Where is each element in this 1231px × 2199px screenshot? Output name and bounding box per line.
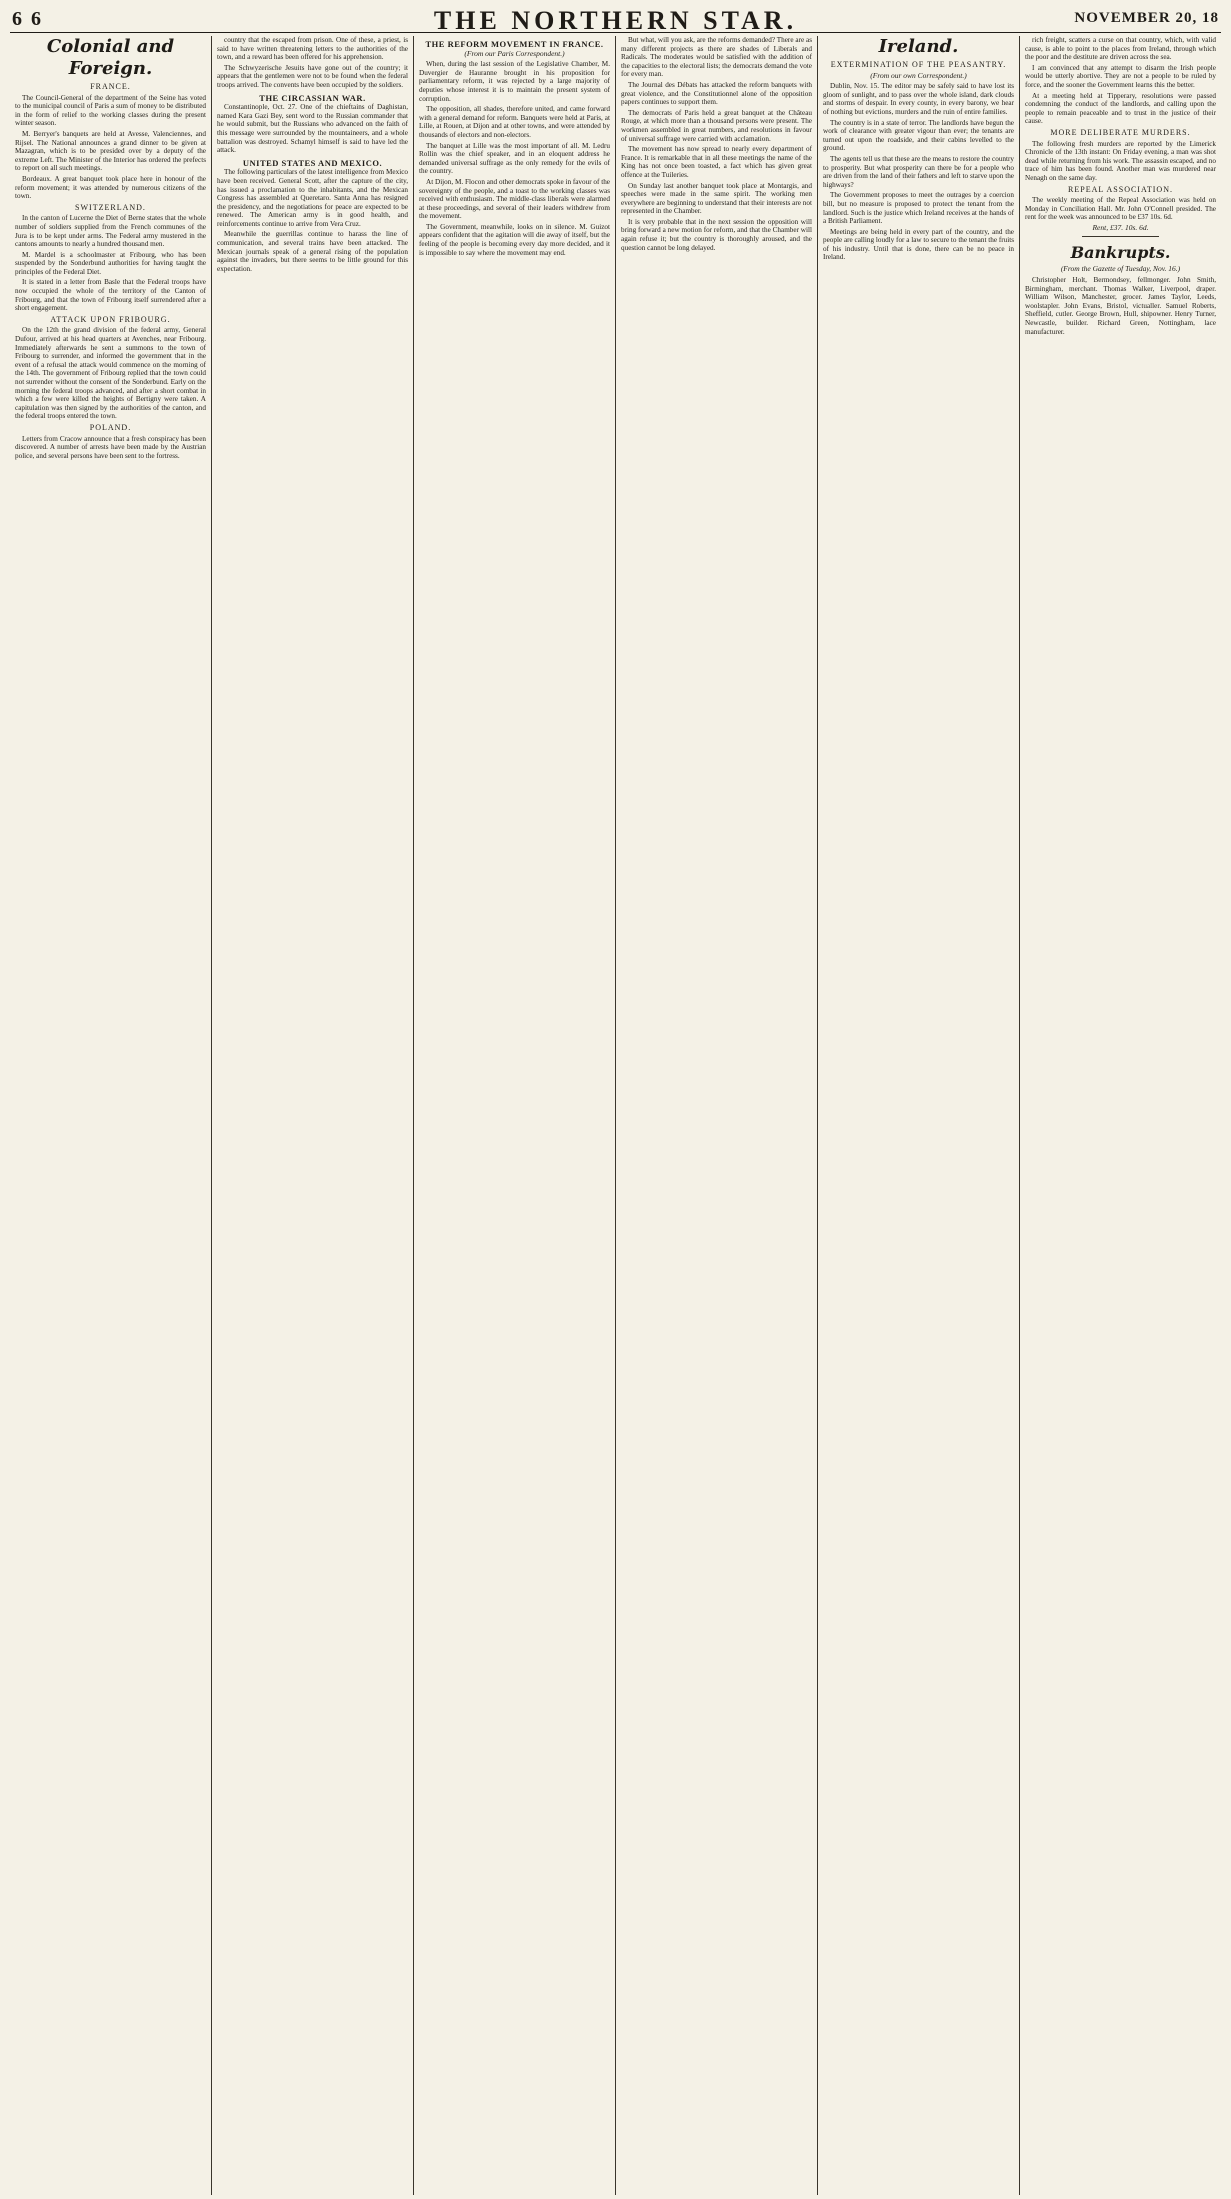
issue-date: NOVEMBER 20, 18: [1074, 10, 1219, 26]
head-france: FRANCE.: [90, 82, 131, 91]
columns: [10, 36, 1221, 2195]
head-poland: POLAND.: [89, 422, 132, 432]
section-title-bankrupts: Bankrupts.: [1070, 243, 1171, 263]
paragraph: The opposition, all shades, therefore united, and came forward with a general demand for reform. Banquets were held at Paris, at Lille, at Rouen, at Dijon and at other towns, and were attended by thousands of electors and non-electors.: [419, 105, 610, 139]
paragraph: The country is in a state of terror. The landlords have begun the work of clearance with greater vigour than ever; the tenants are turned out upon the roadside, and their cabins levelled to the ground.: [823, 118, 1014, 153]
section-title-ireland: Ireland.: [878, 36, 959, 57]
newspaper-title: THE NORTHERN STAR.: [433, 6, 798, 35]
article-title-reform-movement: THE REFORM MOVEMENT IN FRANCE.: [425, 39, 604, 49]
paragraph: The movement has now spread to nearly every department of France. It is remarkable that in all these meetings the name of the King has not once been toasted, a fact which has given great offence at the Tuileries.: [621, 145, 812, 179]
byline: (From our Paris Correspondent.): [464, 48, 565, 58]
paragraph: Letters from Cracow announce that a fresh conspiracy has been discovered. A number of arrests have been made by the Austrian police, and several persons have been sent to the fortress.: [15, 434, 206, 460]
paragraph: In the canton of Lucerne the Diet of Berne states that the whole number of soldiers supplied from the French communes of the Jura is to be kept under arms. The Federal army mustered in the cantons amounts to nearly a hundred thousand men.: [15, 214, 206, 249]
paragraph: Meanwhile the guerrillas continue to harass the line of communication, and several trains have been attacked. The Mexican journals speak of a general rising of the population against the invaders, but there seems to be little ground for this expectation.: [217, 230, 408, 273]
paragraph: The agents tell us that these are the means to restore the country to prosperity. But what prosperity can there be for a people who are driven from the land of their fathers and left to starve upon the highways?: [823, 154, 1015, 189]
paragraph: The Government, meanwhile, looks on in silence. M. Guizot appears confident that the agitation will die away of itself, but the feeling of the people is becoming every day more decided, and it is impossible to say where the movement may end.: [419, 222, 610, 257]
head-murders: MORE DELIBERATE MURDERS.: [1050, 127, 1191, 137]
paragraph: The Council-General of the department of the Seine has voted to the municipal council of Paris a sum of money to be distributed in the form of relief to the working classes during the present winter season.: [15, 93, 206, 128]
paragraph: M. Berryer's banquets are held at Avesse, Valenciennes, and Rijsel. The National announces a grand dinner to be given at Mazagran, which is to be presided over by a deputy of the extreme Left. The Minister of the Interior has ordered the prefects to report on all such meetings.: [15, 129, 206, 173]
paragraph: The Schwyzerische Jesuits have gone out of the country; it appears that the gentlemen were not to be found when the federal troops arrived. The convents have been occupied by the soldiers.: [217, 63, 408, 89]
paragraph: Meetings are being held in every part of the country, and the people are calling loudly for a law to secure to the tenant the fruits of his industry. Until that is done, there can be no peace in Ireland.: [823, 227, 1014, 262]
head-repeal-association: REPEAL ASSOCIATION.: [1068, 184, 1173, 194]
rent-line: Rent, £37. 10s. 6d.: [1092, 222, 1149, 232]
column-1: [10, 36, 211, 2195]
paragraph: At a meeting held at Tipperary, resolutions were passed condemning the conduct of the landlords, and calling upon the people to remain peaceable and to trust in the justice of their cause.: [1025, 91, 1216, 126]
column-3: [413, 36, 615, 2195]
divider: [1082, 236, 1158, 237]
head-usa-mexico: UNITED STATES AND MEXICO.: [242, 157, 383, 168]
masthead: [10, 6, 1221, 33]
paragraph: It is stated in a letter from Basle that the Federal troops have now occupied the whole of the territory of the Canton of Fribourg, and that the town of Fribourg itself surrendered after a short engagement.: [15, 278, 206, 313]
paragraph: On the 12th the grand division of the federal army, General Dufour, arrived at his head quarters at Avenches, near Fribourg. Immediately afterwards he sent a summons to the town of Fribourg to surrender, and informed the government that in the event of a refusal the attack would commence on the morning of the 14th. The government of Fribourg replied that the town could not surrender without the consent of the Sonderbund. Early on the morning the federal troops advanced, and after a short combat in which a few were killed the heights of Bertigny were taken. A capitulation was then signed by the authorities of the canton, and the federal troops entered the town.: [15, 326, 206, 421]
paragraph: Dublin, Nov. 15. The editor may be safely said to have lost its gloom of sunlight, and to pass over the whole island, dark clouds and storms of despair. In every county, in every barony, we hear of nothing but evictions, murders and the ruin of entire families.: [823, 82, 1014, 116]
byline: (From our own Correspondent.): [870, 70, 967, 80]
paragraph: The banquet at Lille was the most important of all. M. Ledru Rollin was the chief speaker, and in an eloquent address he demanded universal suffrage as the only remedy for the evils of the country.: [419, 141, 610, 176]
paragraph: At Dijon, M. Flocon and other democrats spoke in favour of the sovereignty of the people, and a toast to the working classes was received with enthusiasm. The middle-class liberals were alarmed at these proceedings, and several of their leaders withdrew from the movement.: [419, 177, 610, 221]
paragraph: rich freight, scatters a curse on that country, which, with valid cause, is able to point to the places from Ireland, through which the poor and the destitute are driven across the sea.: [1025, 36, 1216, 62]
paragraph: The democrats of Paris held a great banquet at the Château Rouge, at which more than a thousand persons were present. The workmen assembled in great numbers, and resolutions in favour of universal suffrage were carried with acclamation.: [621, 108, 812, 143]
subhead-extermination: EXTERMINATION OF THE PEASANTRY.: [830, 60, 1007, 69]
paragraph: The Journal des Débats has attacked the reform banquets with great violence, and the Constitutionnel alone of the opposition papers continues to support them.: [621, 80, 812, 107]
paragraph: On Sunday last another banquet took place at Montargis, and speeches were made in the same spirit. The working men everywhere are beginning to understand that their interests are not represented in the Chamber.: [621, 181, 812, 216]
head-circassian-war: THE CIRCASSIAN WAR.: [259, 92, 366, 103]
paragraph: I am convinced that any attempt to disarm the Irish people would be utterly abortive. They are not a people to be ruled by force, and the sooner the Government learns this the better.: [1025, 63, 1216, 89]
head-switzerland: SWITZERLAND.: [75, 202, 146, 212]
head-attack-fribourg: ATTACK UPON FRIBOURG.: [50, 314, 171, 324]
column-5: [817, 36, 1019, 2195]
paragraph: The following fresh murders are reported by the Limerick Chronicle of the 13th instant: On Friday evening, a man was shot dead while returning from his work. The assassin escaped, and no trace of him has been found. Another man was murdered near Nenagh on the same day.: [1025, 139, 1216, 182]
column-2: [211, 36, 413, 2195]
column-4: [615, 36, 817, 2195]
section-title-colonial-foreign: Colonial and Foreign.: [46, 36, 175, 79]
paragraph: When, during the last session of the Legislative Chamber, M. Duvergier de Hauranne brought in his proposition for parliamentary reform, it was rejected by a large majority of deputies whose interest it is to maintain the present system of corruption.: [419, 60, 610, 103]
column-6: [1019, 36, 1221, 2195]
paragraph: country that the escaped from prison. One of these, a priest, is said to have written threatening letters to the authorities of the town, and a reward has been offered for his apprehension.: [217, 36, 408, 62]
page-number: 6 6: [12, 8, 43, 30]
paragraph: Bordeaux. A great banquet took place here in honour of the reform movement; it was attended by numerous citizens of the town.: [15, 174, 206, 201]
paragraph: The Government proposes to meet the outrages by a coercion bill, but no measure is proposed to protect the tenant from the landlord. Such is the justice which Ireland receives at the hands of a British Parliament.: [823, 191, 1014, 226]
paragraph: The weekly meeting of the Repeal Association was held on Monday in Conciliation Hall. Mr. John O'Connell presided. The rent for the week was announced to be £37 10s. 6d.: [1025, 196, 1216, 222]
byline: (From the Gazette of Tuesday, Nov. 16.): [1060, 264, 1181, 274]
paragraph: It is very probable that in the next session the opposition will bring forward a new motion for reform, and that the Chamber will again refuse it; but the country is thoroughly aroused, and the question cannot be long delayed.: [621, 217, 812, 252]
paragraph: Constantinople, Oct. 27. One of the chieftains of Daghistan, named Kara Gazi Bey, sent word to the Russian commander that he would submit, but the Russians who advanced on the faith of this message were surrounded by the mountaineers, and a whole battalion was destroyed. Schamyl himself is said to have led the attack.: [217, 103, 408, 155]
paragraph: But what, will you ask, are the reforms demanded? There are as many different projects as there are shades of Liberals and Radicals. The moderates would be satisfied with the addition of the capacities to the electoral lists; the democrats demand the vote for every man.: [621, 36, 812, 79]
paragraph: M. Mardel is a schoolmaster at Fribourg, who has been suspended by the Sonderbund authorities for having taught the principles of the Federal Diet.: [15, 250, 206, 276]
paragraph: Christopher Holt, Bermondsey, fellmonger. John Smith, Birmingham, merchant. Thomas Walker, Liverpool, draper. William Wilson, Manchester, grocer. James Taylor, Leeds, woolstapler. John Evans, Bristol, victualler. Samuel Roberts, Sheffield, cutler. George Brown, Hull, shipowner. Henry Turner, Newcastle, builder. Richard Green, Nottingham, lace manufacturer.: [1025, 276, 1216, 336]
paragraph: The following particulars of the latest intelligence from Mexico have been received. General Scott, after the capture of the city, has issued a proclamation to the inhabitants, and the Mexican Congress has assembled at Queretaro. Santa Anna has resigned the presidency, and the negotiations for peace are expected to be renewed. The American army is in good health, and reinforcements continue to arrive from Vera Cruz.: [217, 168, 408, 228]
